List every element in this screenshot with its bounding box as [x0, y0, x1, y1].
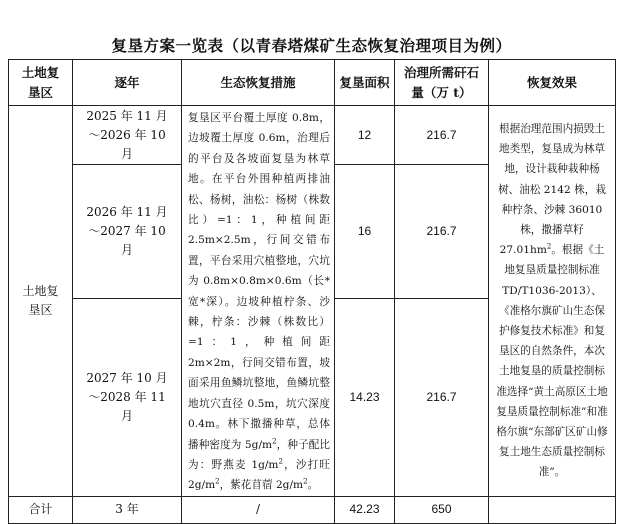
- stone-cell: 216.7: [395, 106, 489, 165]
- page-title: 复垦方案一览表（以青春塔煤矿生态恢复治理项目为例）: [111, 36, 512, 55]
- header-area: 复垦面积: [335, 60, 395, 106]
- period-cell: 2026 年 11 月～2027 年 10 月: [73, 165, 182, 299]
- total-period: 3 年: [73, 496, 182, 523]
- header-zone: 土地复垦区: [9, 60, 73, 106]
- stone-cell: 216.7: [395, 165, 489, 299]
- total-effect: [489, 496, 616, 523]
- effect-cell: 根据治理范围内损毁土地类型，复垦成为林草地，设计栽种栽种杨树、油松 2142 株，栽种柠条、沙棘 36010 株，撒播草籽 $27.01hm^2$。根据《土地复垦质量控制标准 TD/T1036-2013）、《准格尔旗矿山生态保护修复技术标准》和复垦区的自然条件，本次土地复垦的质量控制标准选择“黄土高原区土地复垦质量控制标准”和准格尔旗“东部矿区矿山修复土地生态质量控制标准”。: [489, 106, 616, 497]
- header-period: 逐年: [73, 60, 182, 106]
- header-effect: 恢复效果: [489, 60, 616, 106]
- zone-cell: 土地复垦区: [9, 106, 73, 497]
- area-cell: 14.23: [335, 299, 395, 496]
- area-cell: 16: [335, 165, 395, 299]
- area-cell: 12: [335, 106, 395, 165]
- header-stone: 治理所需矸石量（万 t）: [395, 60, 489, 106]
- period-cell: 2027 年 10 月～2028 年 11 月: [73, 299, 182, 496]
- header-measures: 生态恢复措施: [182, 60, 335, 106]
- total-row: [9, 496, 616, 523]
- total-stone: 650: [395, 496, 489, 523]
- total-area: 42.23: [335, 496, 395, 523]
- measures-cell: 复垦区平台覆土厚度 0.8m，边坡覆土厚度 0.6m，治理后的平台及各坡面复垦为林草地。在平台外围种植两排油松、杨树，油松：杨树（株数比）=1：1，种植间距 2.5m×2.5m，行间交错布置，平台采用穴植整地，穴坑为 0.8m×0.8m×0.6m（长*宽*深）。边坡种植柠条、沙棘，柠条：沙棘（株数比）=1：1，种植间距 2m×2m，行间交错布置，坡面采用鱼鳞坑整地，鱼鳞坑整地坑穴直径 0.5m，坑穴深度 0.4m。林下撒播种草，总体播种密度为 $5g/m^2$，种子配比为：野燕麦 $1g/m^2$，沙打旺 $2g/m^2$，紫花苜蓿 $2g/m^2$。: [182, 106, 335, 497]
- table-row: [9, 106, 616, 165]
- reclamation-plan-table: [8, 59, 616, 524]
- stone-cell: 216.7: [395, 299, 489, 496]
- period-cell: 2025 年 11 月～2026 年 10 月: [73, 106, 182, 165]
- total-measures: /: [182, 496, 335, 523]
- total-label: 合计: [9, 496, 73, 523]
- table-header-row: [9, 60, 616, 106]
